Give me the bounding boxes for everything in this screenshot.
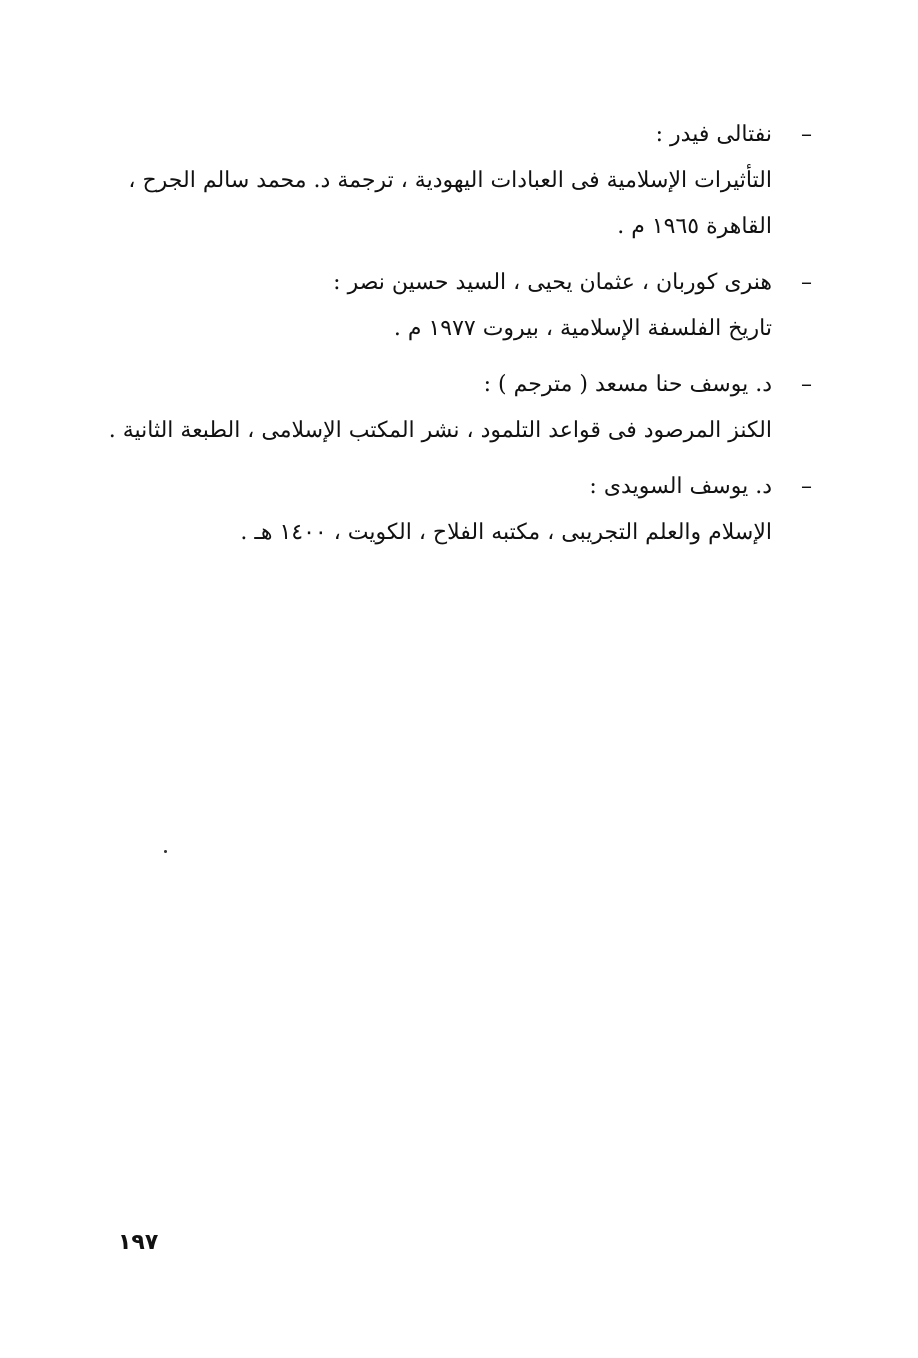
author-name: د. يوسف حنا مسعد ( مترجم ) : [483,372,772,397]
entry-author [118,464,812,510]
entry-line: التأثيرات الإسلامية فى العبادات اليهودية ، ترجمة د. محمد سالم الجرح ، [128,168,772,193]
entry-dash: – [801,372,812,397]
author-name: د. يوسف السويدى : [589,474,772,499]
stray-dot-mark [164,850,167,853]
bibliography-entry [118,112,812,250]
bibliography-entry [118,260,812,352]
page-number: ١٩٧ [118,1230,159,1255]
entry-author [118,260,812,306]
entry-line: الكنز المرصود فى قواعد التلمود ، نشر المكتب الإسلامى ، الطبعة الثانية . [108,418,772,443]
entry-line: القاهرة ١٩٦٥ م . [617,214,772,239]
entry-dash: – [801,270,812,295]
entry-author [118,112,812,158]
bibliography-entry [118,464,812,556]
entry-author [118,362,812,408]
entry-line: تاريخ الفلسفة الإسلامية ، بيروت ١٩٧٧ م . [393,316,772,341]
bibliography-list [108,112,812,566]
entry-dash: – [801,122,812,147]
author-name: نفتالى فيدر : [655,122,772,147]
bibliography-entry [108,362,812,454]
author-name: هنرى كوربان ، عثمان يحيى ، السيد حسين نصر : [333,270,772,295]
entry-dash: – [801,474,812,499]
entry-line: الإسلام والعلم التجريبى ، مكتبه الفلاح ، الكويت ، ١٤٠٠ هـ . [240,520,772,545]
